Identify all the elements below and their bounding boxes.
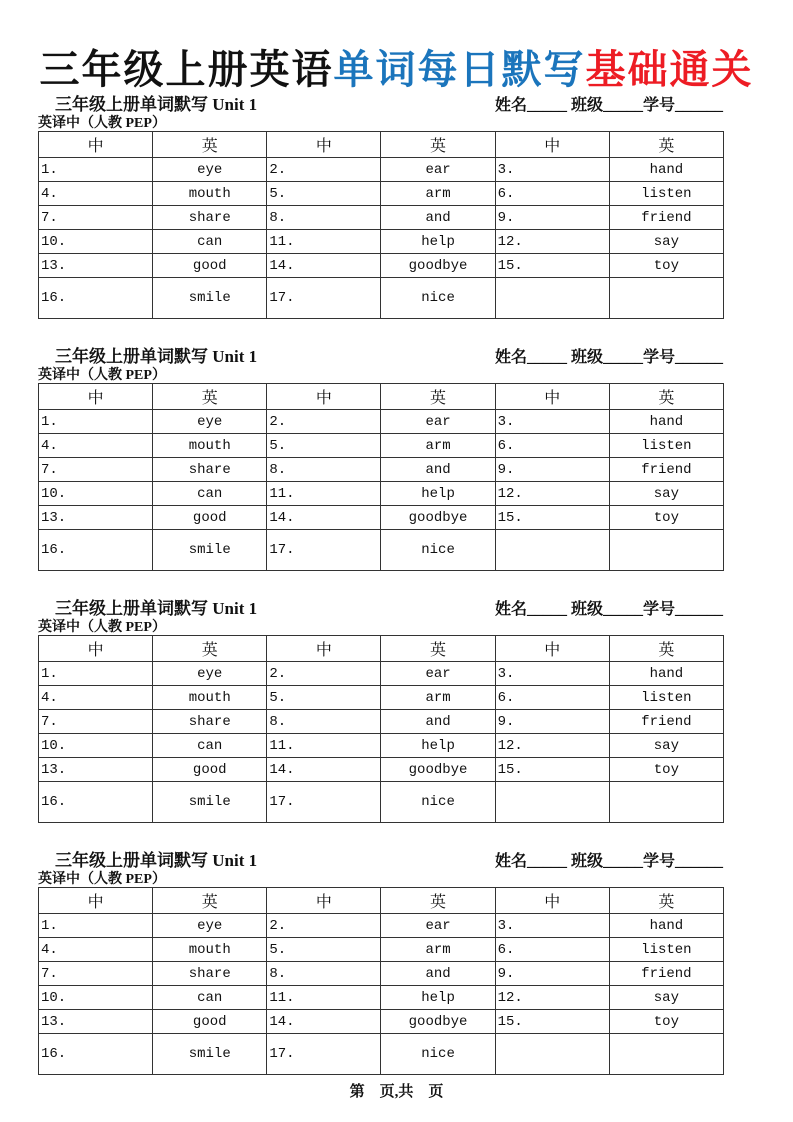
word-cell: mouth [153,182,267,206]
translation-direction-label: 英译中（人教 PEP） [38,368,166,383]
main-title-black: 三年级上册英语 [39,47,334,92]
table-header-cell: 英 [153,636,267,662]
number-cell: 17. [267,1034,381,1075]
number-cell: 14. [267,254,381,278]
number-cell: 16. [39,278,153,319]
number-cell: 13. [39,506,153,530]
word-cell: nice [381,1034,495,1075]
main-title-blue: 单词每日默写 [333,47,586,92]
word-cell: eye [153,662,267,686]
table-row [39,662,724,686]
page-footer [0,1080,793,1100]
table-header-row [39,384,724,410]
number-cell: 8. [267,206,381,230]
footer-page-middle: 页,共 [379,1084,414,1100]
number-cell: 16. [39,1034,153,1075]
word-cell: goodbye [381,254,495,278]
word-cell: share [153,962,267,986]
number-cell [495,1034,609,1075]
number-cell: 2. [267,158,381,182]
number-cell: 5. [267,182,381,206]
table-row [39,206,724,230]
number-cell: 3. [495,158,609,182]
number-cell: 4. [39,938,153,962]
word-cell [609,278,723,319]
number-cell: 16. [39,782,153,823]
section-header [55,90,723,114]
table-row [39,278,724,319]
word-cell: can [153,230,267,254]
student-info-line: 姓名_____ 班级_____学号______ [494,601,723,618]
table-header-row [39,888,724,914]
table-header-cell: 中 [267,384,381,410]
word-cell: listen [609,938,723,962]
table-header-cell: 中 [39,888,153,914]
worksheet-section [0,594,793,823]
number-cell: 3. [495,410,609,434]
number-cell: 11. [267,734,381,758]
number-cell: 9. [495,710,609,734]
number-cell: 3. [495,662,609,686]
word-cell: arm [381,686,495,710]
word-cell: mouth [153,434,267,458]
number-cell: 9. [495,206,609,230]
word-cell: smile [153,782,267,823]
section-header [55,342,723,366]
section-title: 三年级上册单词默写 Unit 1 [55,599,258,618]
number-cell: 15. [495,506,609,530]
table-row [39,734,724,758]
word-cell: good [153,758,267,782]
word-cell: say [609,230,723,254]
number-cell: 2. [267,410,381,434]
number-cell: 3. [495,914,609,938]
table-header-cell: 英 [381,636,495,662]
table-row [39,482,724,506]
word-cell: can [153,734,267,758]
number-cell: 12. [495,986,609,1010]
table-header-cell: 英 [609,384,723,410]
number-cell: 5. [267,686,381,710]
word-cell [609,1034,723,1075]
number-cell: 11. [267,986,381,1010]
word-cell: ear [381,410,495,434]
table-row [39,182,724,206]
number-cell: 13. [39,758,153,782]
word-cell: toy [609,1010,723,1034]
number-cell: 10. [39,986,153,1010]
number-cell: 12. [495,230,609,254]
table-header-cell: 英 [609,636,723,662]
word-cell: friend [609,458,723,482]
number-cell [495,530,609,571]
table-header-cell: 英 [381,888,495,914]
translation-direction-label: 英译中（人教 PEP） [38,620,166,635]
table-row [39,530,724,571]
number-cell: 13. [39,254,153,278]
table-row [39,710,724,734]
vocab-table [38,383,724,571]
table-header-cell: 中 [495,132,609,158]
word-cell: toy [609,254,723,278]
number-cell: 14. [267,1010,381,1034]
table-row [39,506,724,530]
number-cell: 8. [267,962,381,986]
number-cell: 4. [39,434,153,458]
number-cell: 2. [267,662,381,686]
word-cell: say [609,482,723,506]
word-cell: ear [381,662,495,686]
main-title-red: 基础通关 [585,47,754,92]
vocab-table [38,887,724,1075]
table-row [39,914,724,938]
word-cell: smile [153,1034,267,1075]
word-cell: goodbye [381,506,495,530]
word-cell [609,782,723,823]
worksheet-section [0,90,793,319]
word-cell: toy [609,758,723,782]
number-cell: 8. [267,710,381,734]
word-cell: good [153,506,267,530]
word-cell: friend [609,962,723,986]
number-cell: 14. [267,758,381,782]
table-header-cell: 中 [39,132,153,158]
table-header-cell: 中 [495,888,609,914]
section-title: 三年级上册单词默写 Unit 1 [55,347,258,366]
number-cell: 1. [39,158,153,182]
word-cell: good [153,254,267,278]
table-header-cell: 英 [381,384,495,410]
student-info-line: 姓名_____ 班级_____学号______ [494,853,723,870]
word-cell: can [153,986,267,1010]
word-cell: hand [609,662,723,686]
number-cell: 15. [495,1010,609,1034]
word-cell: arm [381,938,495,962]
number-cell: 10. [39,482,153,506]
word-cell: arm [381,434,495,458]
number-cell: 12. [495,734,609,758]
number-cell: 11. [267,230,381,254]
word-cell: hand [609,410,723,434]
table-header-row [39,636,724,662]
number-cell: 11. [267,482,381,506]
word-cell: help [381,482,495,506]
table-row [39,986,724,1010]
word-cell: eye [153,410,267,434]
word-cell: and [381,458,495,482]
number-cell: 6. [495,938,609,962]
number-cell: 1. [39,914,153,938]
table-row [39,938,724,962]
student-info-line: 姓名_____ 班级_____学号______ [494,349,723,366]
table-header-cell: 中 [267,132,381,158]
word-cell: smile [153,530,267,571]
number-cell: 12. [495,482,609,506]
word-cell: smile [153,278,267,319]
word-cell: friend [609,206,723,230]
number-cell: 8. [267,458,381,482]
section-header [55,846,723,870]
word-cell: help [381,986,495,1010]
number-cell: 5. [267,938,381,962]
number-cell: 7. [39,710,153,734]
number-cell: 5. [267,434,381,458]
word-cell: ear [381,158,495,182]
table-header-cell: 英 [609,132,723,158]
translation-direction-label: 英译中（人教 PEP） [38,872,166,887]
word-cell: eye [153,914,267,938]
table-header-cell: 英 [153,132,267,158]
vocab-table [38,131,724,319]
number-cell: 15. [495,254,609,278]
worksheet-section [0,342,793,571]
table-header-cell: 中 [39,384,153,410]
word-cell: help [381,230,495,254]
footer-page-suffix: 页 [428,1084,444,1100]
word-cell: nice [381,278,495,319]
number-cell [495,782,609,823]
number-cell: 7. [39,962,153,986]
word-cell: goodbye [381,1010,495,1034]
table-row [39,254,724,278]
table-row [39,1010,724,1034]
word-cell: toy [609,506,723,530]
word-cell: arm [381,182,495,206]
word-cell: and [381,962,495,986]
table-header-cell: 中 [495,636,609,662]
table-row [39,230,724,254]
word-cell: can [153,482,267,506]
word-cell: hand [609,914,723,938]
number-cell: 15. [495,758,609,782]
word-cell: friend [609,710,723,734]
word-cell: help [381,734,495,758]
vocab-table [38,635,724,823]
number-cell: 6. [495,182,609,206]
table-header-cell: 英 [381,132,495,158]
number-cell: 9. [495,962,609,986]
number-cell: 1. [39,662,153,686]
table-row [39,410,724,434]
number-cell: 17. [267,782,381,823]
word-cell: mouth [153,686,267,710]
word-cell: listen [609,182,723,206]
table-header-cell: 中 [39,636,153,662]
number-cell: 14. [267,506,381,530]
number-cell: 10. [39,230,153,254]
worksheet-section [0,846,793,1075]
table-row [39,686,724,710]
word-cell: say [609,734,723,758]
word-cell: say [609,986,723,1010]
word-cell: and [381,710,495,734]
number-cell: 9. [495,458,609,482]
word-cell: listen [609,434,723,458]
number-cell: 4. [39,182,153,206]
table-row [39,1034,724,1075]
number-cell: 6. [495,434,609,458]
number-cell: 7. [39,458,153,482]
table-row [39,434,724,458]
table-header-cell: 中 [267,888,381,914]
student-info-line: 姓名_____ 班级_____学号______ [494,97,723,114]
number-cell: 16. [39,530,153,571]
table-header-cell: 英 [609,888,723,914]
word-cell: listen [609,686,723,710]
number-cell: 4. [39,686,153,710]
table-row [39,158,724,182]
number-cell: 2. [267,914,381,938]
translation-direction-label: 英译中（人教 PEP） [38,116,166,131]
number-cell [495,278,609,319]
table-header-cell: 英 [153,888,267,914]
table-row [39,962,724,986]
table-header-cell: 英 [153,384,267,410]
number-cell: 10. [39,734,153,758]
number-cell: 17. [267,278,381,319]
section-header [55,594,723,618]
section-title: 三年级上册单词默写 Unit 1 [55,95,258,114]
footer-page-prefix: 第 [349,1084,365,1100]
word-cell: good [153,1010,267,1034]
word-cell [609,530,723,571]
word-cell: and [381,206,495,230]
section-title: 三年级上册单词默写 Unit 1 [55,851,258,870]
table-header-row [39,132,724,158]
word-cell: nice [381,530,495,571]
word-cell: share [153,458,267,482]
word-cell: hand [609,158,723,182]
number-cell: 7. [39,206,153,230]
word-cell: goodbye [381,758,495,782]
number-cell: 17. [267,530,381,571]
table-row [39,758,724,782]
word-cell: ear [381,914,495,938]
word-cell: share [153,710,267,734]
table-row [39,782,724,823]
word-cell: mouth [153,938,267,962]
word-cell: share [153,206,267,230]
number-cell: 13. [39,1010,153,1034]
number-cell: 1. [39,410,153,434]
number-cell: 6. [495,686,609,710]
table-header-cell: 中 [267,636,381,662]
table-header-cell: 中 [495,384,609,410]
word-cell: eye [153,158,267,182]
table-row [39,458,724,482]
word-cell: nice [381,782,495,823]
